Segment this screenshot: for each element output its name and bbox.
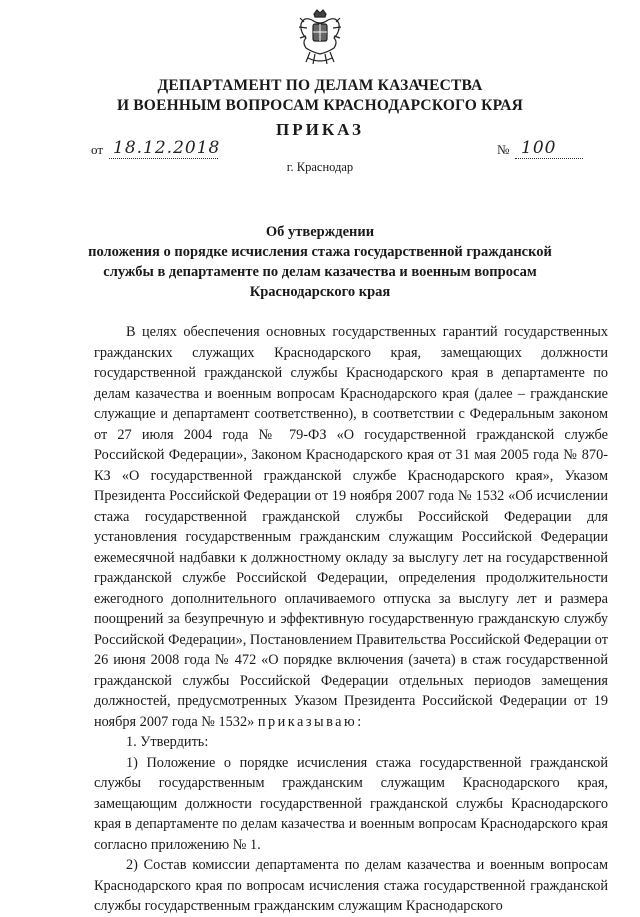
- organization-name-line2: И ВОЕННЫМ ВОПРОСАМ КРАСНОДАРСКОГО КРАЯ: [116, 97, 524, 114]
- order-subject: [80, 222, 560, 302]
- item-1-1: 1) Положение о порядке исчисления стажа государственной гражданской службы государственным гражданским служащим Краснодарского края, замещающим должности государственной гражданской службы Краснодарского края в департаменте по делам казачества и военным вопросам Краснодарского края согласно приложению № 1.: [94, 754, 608, 853]
- subject-line1: Об утверждении: [265, 224, 375, 240]
- number-value: 100: [515, 138, 583, 159]
- item-1: 1. Утвердить:: [126, 734, 209, 750]
- order-body: [94, 322, 608, 917]
- item-1-2: 2) Состав комиссии департамента по делам казачества и военным вопросам Краснодарского края по вопросам исчисления стажа государственной гражданской службы государственным гражданским служащим Краснодарского: [94, 857, 608, 914]
- preamble-text: В целях обеспечения основных государственных гарантий государственных гражданских служащих Краснодарского края, замещающих должности государственной гражданской службы Краснодарского края в департаменте по делам казачества и военным вопросам Краснодарского края (далее – гражданские служащие и департамент соответственно), в соответствии с Федеральным законом от 27 июля 2004 года № 79-ФЗ «О государственной гражданской службе Российской Федерации», Законом Краснодарского края от 31 мая 2005 года № 870-КЗ «О государственной гражданской службе Краснодарского края», Указом Президента Российской Федерации от 19 ноября 2007 года № 1532 «Об исчислении стажа государственной гражданской службы Российской Федерации для установления государственным гражданским служащим Российской Федерации ежемесячной надбавки к должностному окладу за выслугу лет на государственной гражданской службе Российской Федерации, определения продолжительности ежегодного дополнительного оплачиваемого отпуска за выслугу лет и размера поощрений за безупречную и эффективную государственную гражданскую службу Российской Федерации», Постановлением Правительства Российской Федерации от 26 июня 2008 года № 472 «О порядке включения (зачета) в стаж государственной гражданской службы Российской Федерации отдельных периодов замещения должностей, предусмотренных Указом Президента Российской Федерации от 19 ноября 2007 года № 1532»: [94, 324, 608, 730]
- order-date: [91, 138, 221, 158]
- order-word: приказываю:: [257, 713, 364, 730]
- organization-name-line1: ДЕПАРТАМЕНТ ПО ДЕЛАМ КАЗАЧЕСТВА: [157, 77, 483, 94]
- date-value: 18.12.2018: [109, 138, 218, 159]
- krasnodar-coat-of-arms-icon: [298, 8, 342, 66]
- date-prefix: от: [91, 142, 104, 157]
- number-prefix: №: [497, 142, 510, 157]
- subject-line2: положения о порядке исчисления стажа государственной гражданской службы в департаменте по делам казачества и военным вопросам Краснодарского края: [88, 244, 552, 300]
- order-number: [497, 138, 557, 158]
- preamble-paragraph: [94, 322, 608, 732]
- order-title: ПРИКАЗ: [276, 120, 364, 139]
- city: г. Краснодар: [286, 160, 354, 174]
